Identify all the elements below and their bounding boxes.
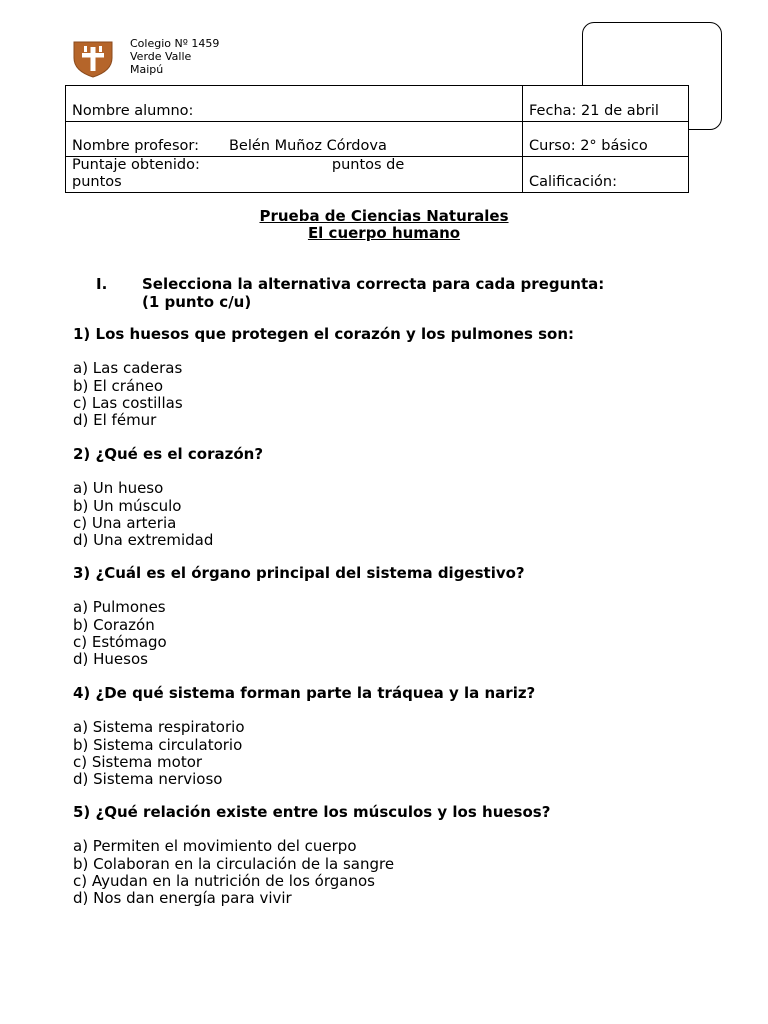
question-3 xyxy=(73,565,525,668)
teacher-name: Belén Muñoz Córdova xyxy=(228,138,387,154)
score-label: Puntaje obtenido: xyxy=(72,157,200,173)
option-b: b) Sistema circulatorio xyxy=(73,735,243,754)
option-a: a) Sistema respiratorio xyxy=(73,718,245,737)
student-info-table xyxy=(65,85,689,193)
option-a: a) Un hueso xyxy=(73,479,164,498)
question-text: 2) ¿Qué es el corazón? xyxy=(73,445,264,463)
student-name-cell xyxy=(66,86,523,122)
school-line: Maipú xyxy=(130,63,164,76)
option-b: b) Colaboran en la circulación de la sangre xyxy=(73,854,395,873)
section-points-line: (1 punto c/u) xyxy=(142,293,252,311)
teacher-name-cell xyxy=(66,122,523,157)
score-unit: puntos xyxy=(72,174,122,190)
question-text: 4) ¿De qué sistema forman parte la tráquea y la nariz? xyxy=(73,684,536,702)
section-instructions xyxy=(142,275,604,311)
options-list xyxy=(73,838,550,907)
option-d: d) Una extremidad xyxy=(73,531,214,550)
options-list xyxy=(73,480,263,549)
date-cell xyxy=(523,86,689,122)
course-cell xyxy=(523,122,689,157)
option-c: c) Estómago xyxy=(73,632,167,651)
section-instruction-line: Selecciona la alternativa correcta para cada pregunta: xyxy=(142,275,605,293)
question-text: 5) ¿Qué relación existe entre los músculos y los huesos? xyxy=(73,803,551,821)
score-cell xyxy=(66,157,523,193)
option-d: d) Nos dan energía para vivir xyxy=(73,889,292,908)
grade-cell xyxy=(523,157,689,193)
student-name-label: Nombre alumno: xyxy=(72,103,194,119)
school-crest-icon xyxy=(72,38,114,78)
question-2 xyxy=(73,446,263,549)
option-b: b) Corazón xyxy=(73,615,155,634)
options-list xyxy=(73,719,535,788)
option-d: d) Sistema nervioso xyxy=(73,770,223,789)
option-a: a) Las caderas xyxy=(73,359,183,378)
course-text: Curso: 2° básico xyxy=(529,138,648,154)
option-d: d) Huesos xyxy=(73,650,148,669)
option-a: a) Pulmones xyxy=(73,598,166,617)
date-text: Fecha: 21 de abril xyxy=(529,103,659,119)
test-subtitle: El cuerpo humano xyxy=(307,224,461,242)
grade-label: Calificación: xyxy=(529,174,618,190)
options-list xyxy=(73,360,574,429)
question-text: 1) Los huesos que protegen el corazón y los pulmones son: xyxy=(73,325,575,343)
option-b: b) El cráneo xyxy=(73,376,164,395)
question-4 xyxy=(73,685,535,788)
section-number: I. xyxy=(96,275,108,293)
school-line: Verde Valle xyxy=(130,50,192,63)
option-a: a) Permiten el movimiento del cuerpo xyxy=(73,837,357,856)
options-list xyxy=(73,599,525,668)
question-text: 3) ¿Cuál es el órgano principal del sistema digestivo? xyxy=(73,564,525,582)
option-c: c) Ayudan en la nutrición de los órganos xyxy=(73,871,375,890)
score-of-text: puntos de xyxy=(331,157,405,173)
school-line: Colegio Nº 1459 xyxy=(130,37,220,50)
test-title: Prueba de Ciencias Naturales xyxy=(259,207,509,225)
question-5 xyxy=(73,804,550,907)
option-d: d) El fémur xyxy=(73,411,157,430)
teacher-label: Nombre profesor: xyxy=(72,138,199,154)
option-b: b) Un músculo xyxy=(73,496,182,515)
question-1 xyxy=(73,326,574,429)
option-c: c) Sistema motor xyxy=(73,752,203,771)
option-c: c) Las costillas xyxy=(73,393,183,412)
option-c: c) Una arteria xyxy=(73,513,177,532)
school-name-block xyxy=(130,37,219,76)
